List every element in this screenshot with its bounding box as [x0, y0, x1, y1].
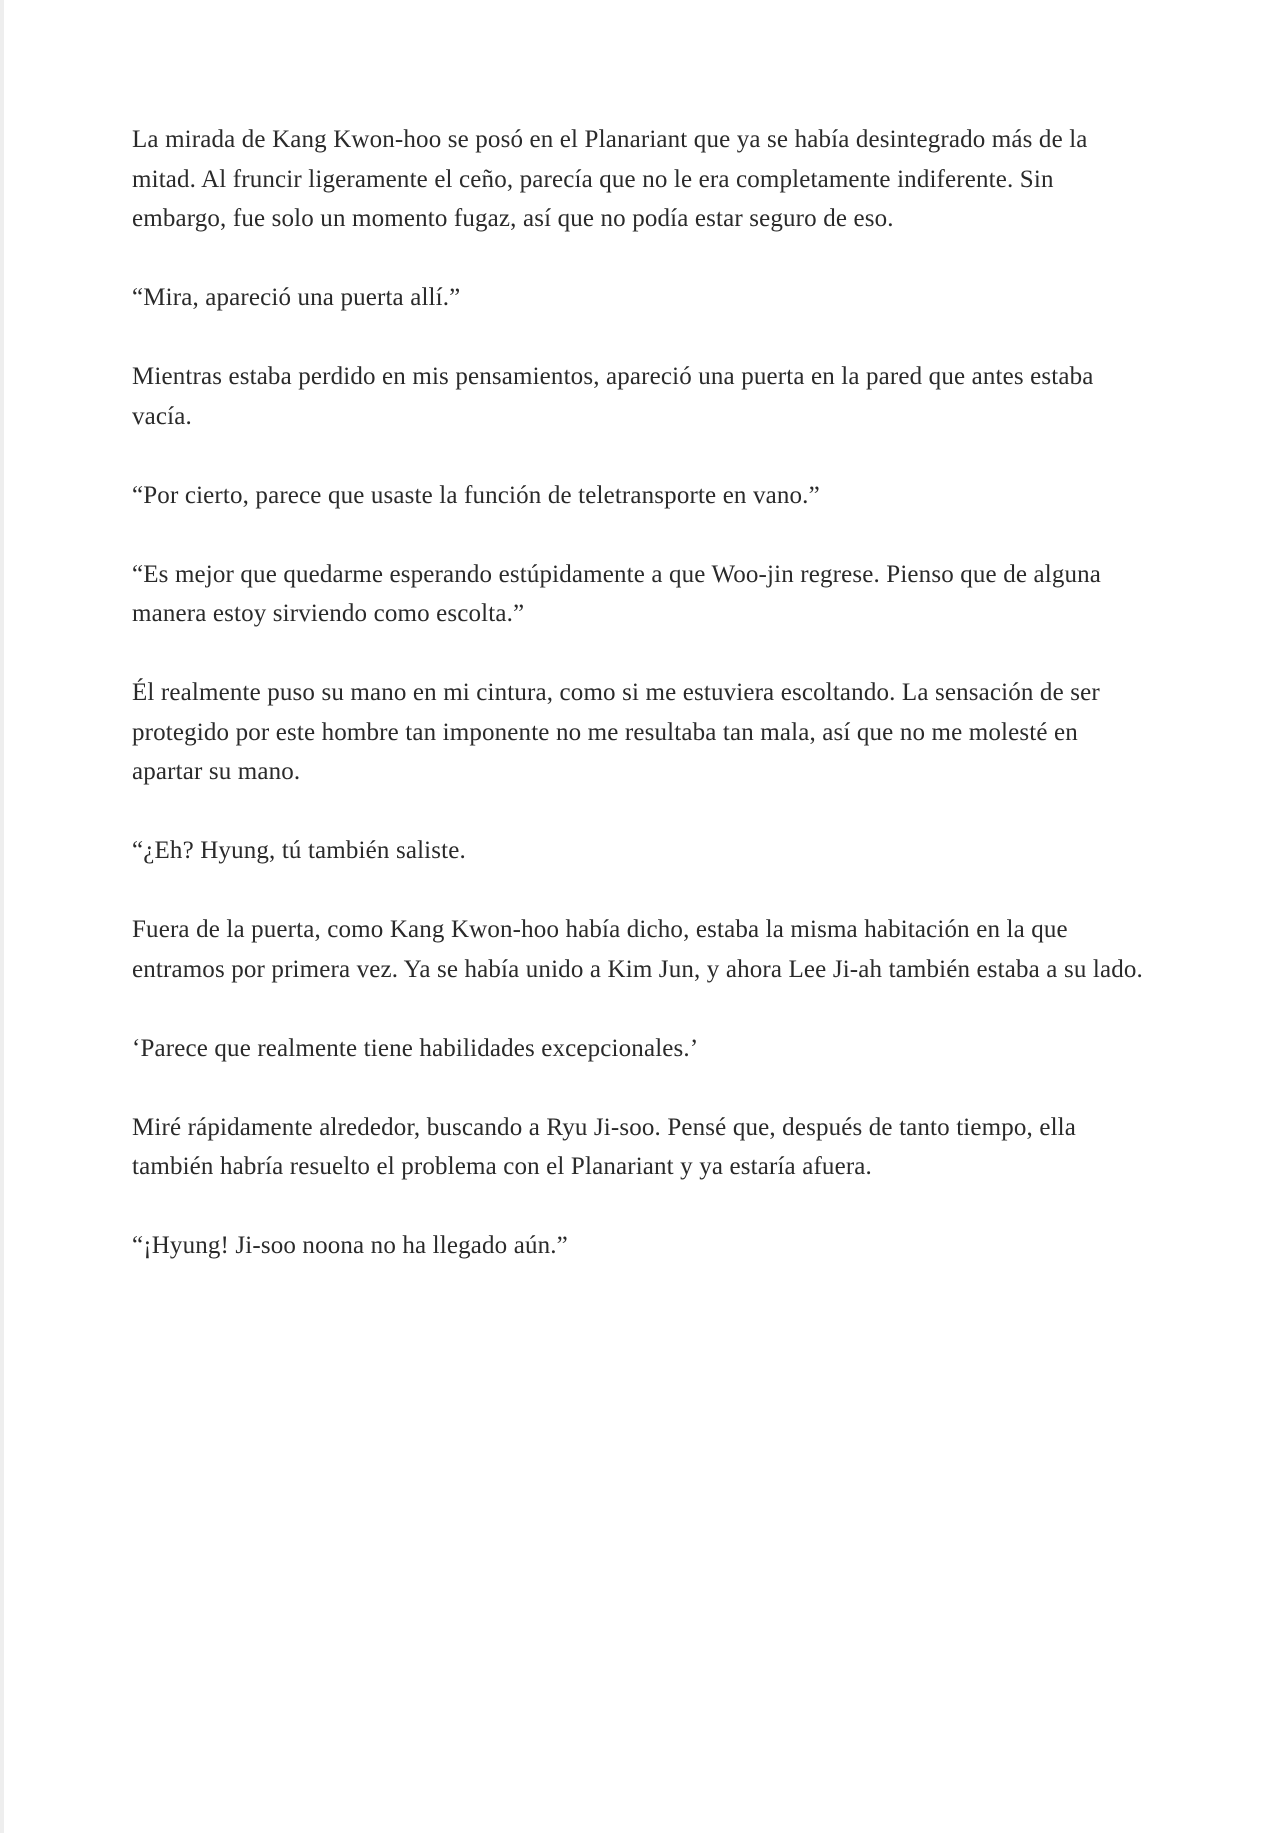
- paragraph-3: Mientras estaba perdido en mis pensamientos, apareció una puerta en la pared que antes estaba vacía.: [132, 363, 1094, 430]
- paragraph-6: Él realmente puso su mano en mi cintura, como si me estuviera escoltando. La sensación de ser protegido por este hombre tan imponente no me resultaba tan mala, así que no me molesté en apartar su mano.: [132, 679, 1100, 785]
- paragraph-9: ‘Parece que realmente tiene habilidades excepcionales.’: [132, 1034, 699, 1062]
- paragraph-2: “Mira, apareció una puerta allí.”: [132, 284, 461, 311]
- paragraph-8: Fuera de la puerta, como Kang Kwon-hoo había dicho, estaba la misma habitación en la que entramos por primera vez. Ya se había unido a Kim Jun, y ahora Lee Ji-ah también estaba a su lado.: [132, 916, 1143, 983]
- paragraph-11: “¡Hyung! Ji-soo noona no ha llegado aún.”: [132, 1232, 568, 1259]
- story-text: [132, 120, 1145, 1266]
- paragraph-4: “Por cierto, parece que usaste la función de teletransporte en vano.”: [132, 481, 820, 509]
- paragraph-5: “Es mejor que quedarme esperando estúpidamente a que Woo-jin regrese. Pienso que de alguna manera estoy sirviendo como escolta.”: [132, 560, 1102, 627]
- paragraph-7: “¿Eh? Hyung, tú también saliste.: [132, 837, 466, 864]
- paragraph-10: Miré rápidamente alrededor, buscando a Ryu Ji-soo. Pensé que, después de tanto tiempo, ella también habría resuelto el problema con el Planariant y ya estaría afuera.: [132, 1113, 1077, 1180]
- paragraph-1: La mirada de Kang Kwon-hoo se posó en el Planariant que ya se había desintegrado más de la mitad. Al fruncir ligeramente el ceño, parecía que no le era completamente indiferente. Sin embargo, fue solo un momento fugaz, así que no podía estar seguro de eso.: [132, 126, 1088, 232]
